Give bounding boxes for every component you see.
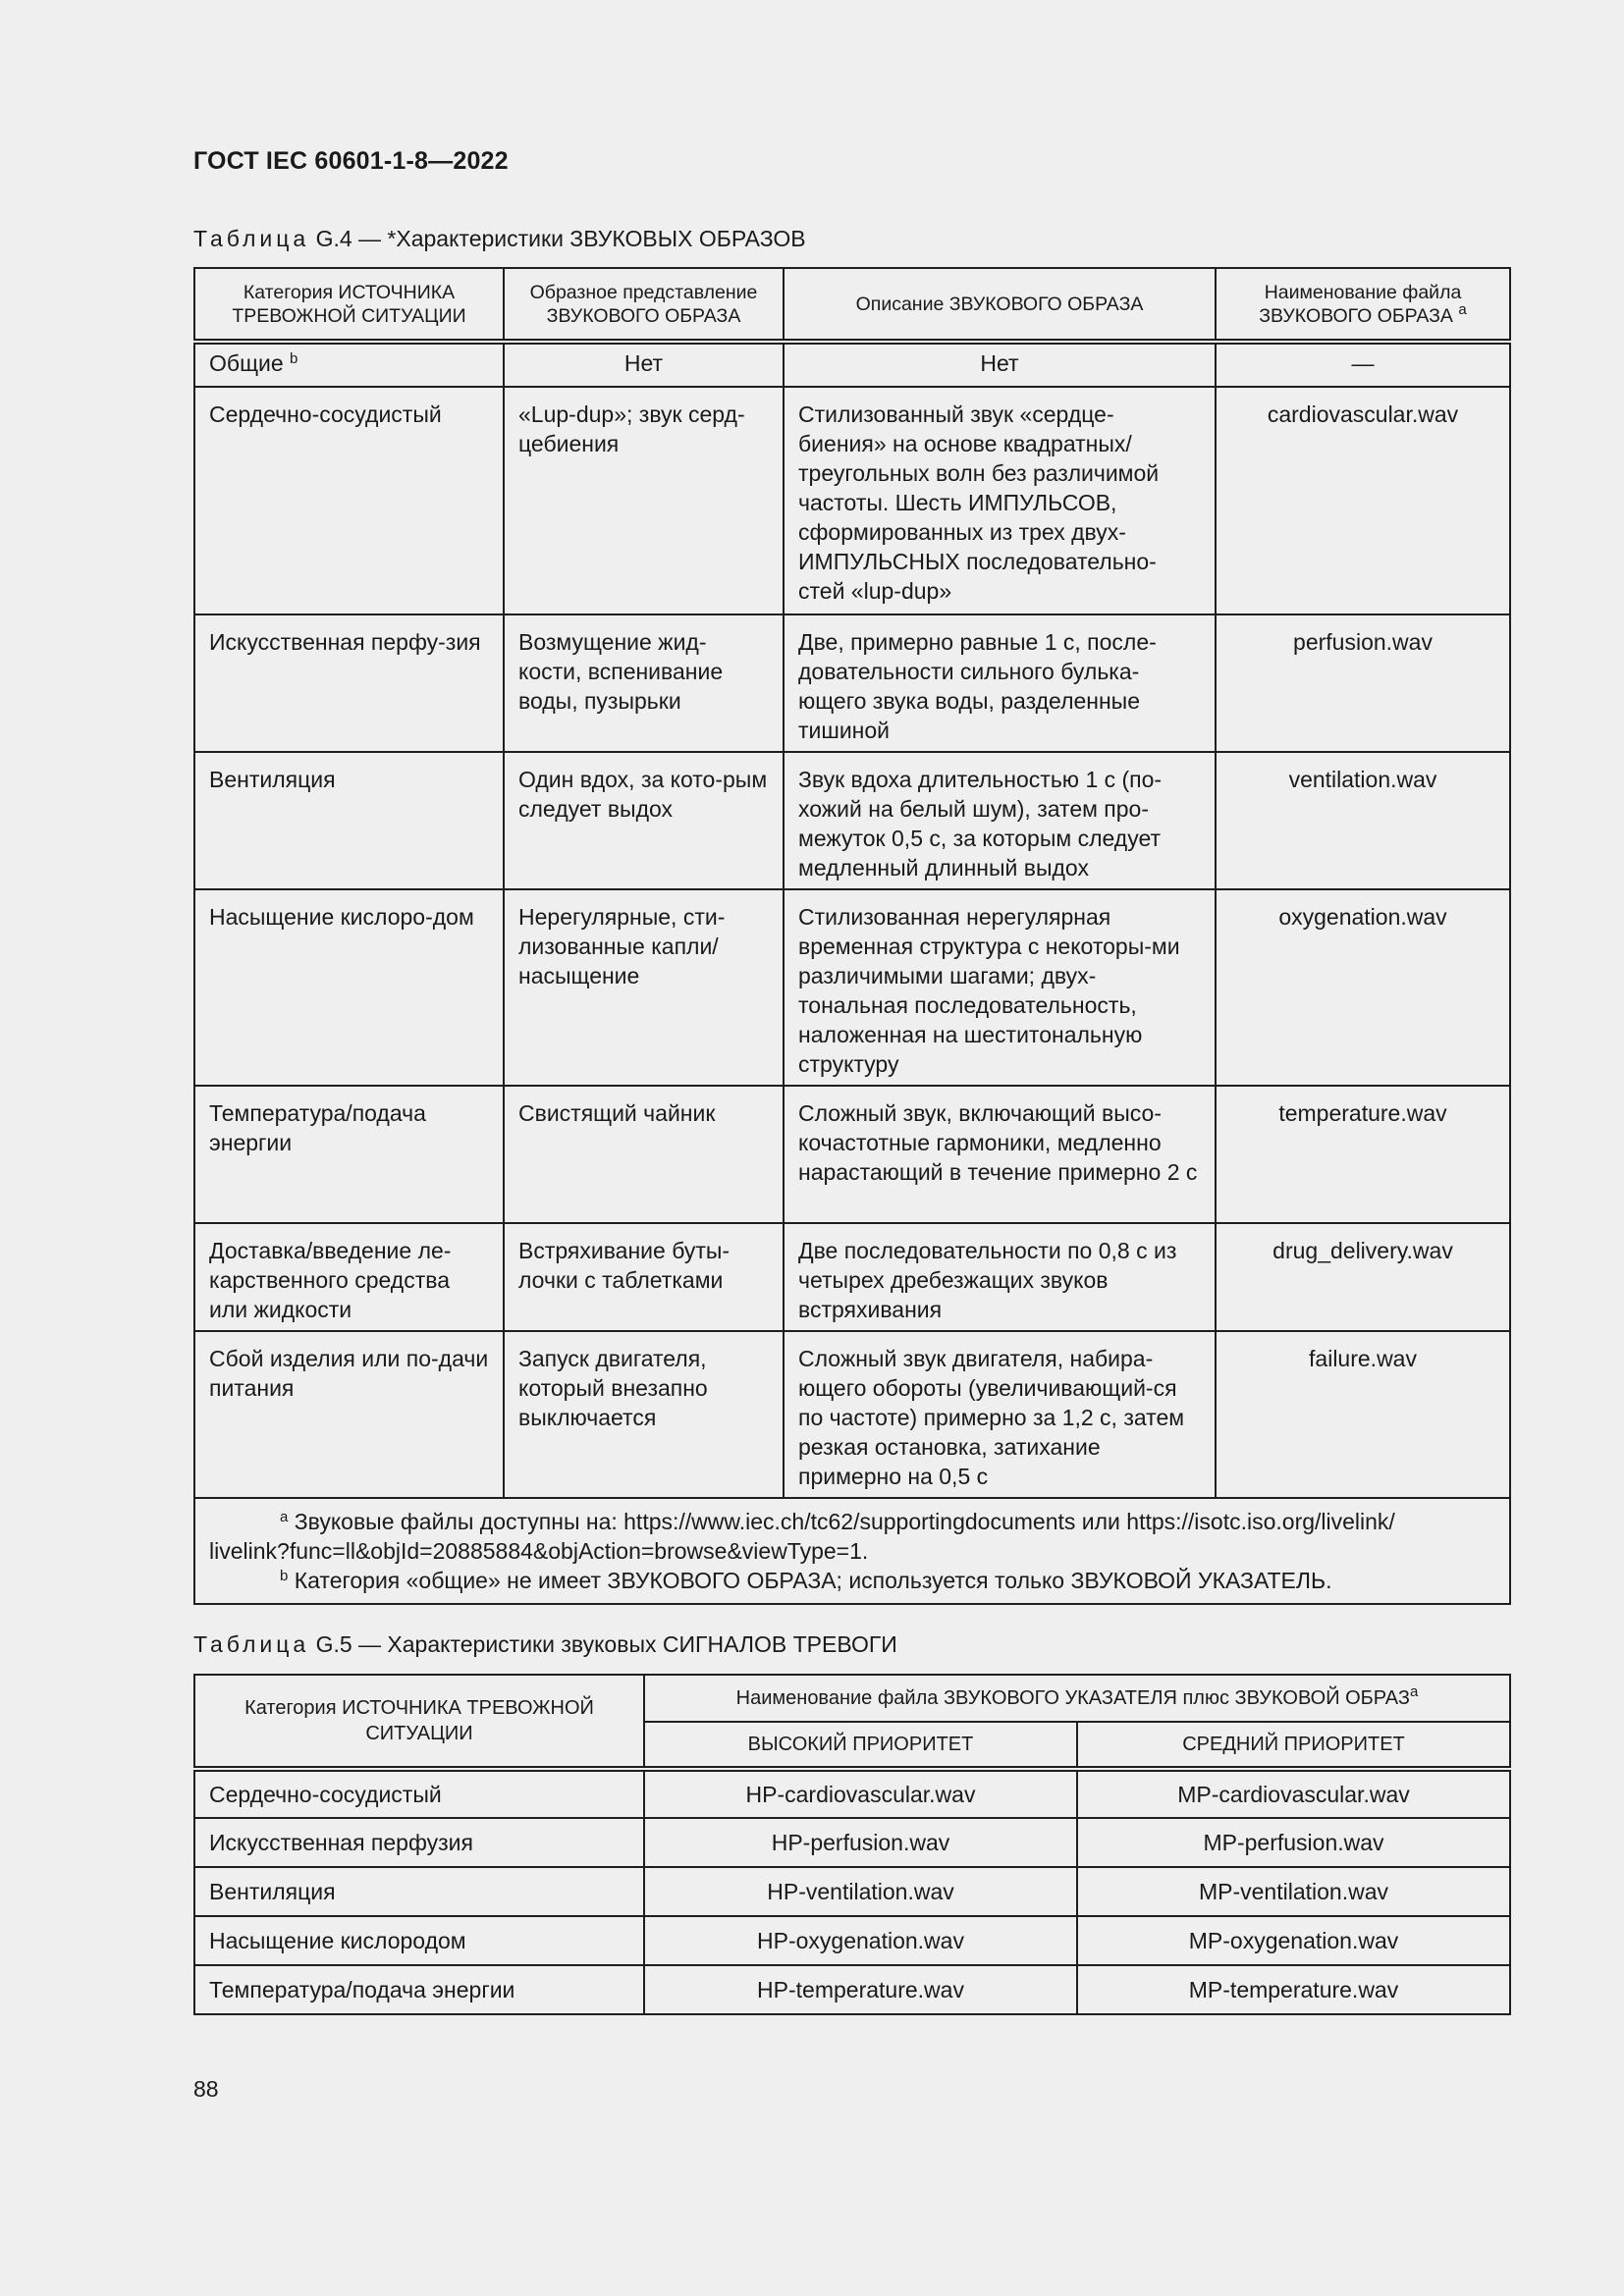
header-category: Категория ИСТОЧНИКА ТРЕВОЖНОЙ СИТУАЦИИ (194, 1675, 644, 1769)
cell-category: Температура/подача энергии (194, 1965, 644, 2014)
cell-image: Запуск двигателя, который внезапно выключается (504, 1331, 784, 1498)
cell-category: Искусственная перфузия (194, 1818, 644, 1867)
cell-image: Свистящий чайник (504, 1086, 784, 1223)
table-row (194, 1916, 1510, 1965)
footnote-ref: a (1410, 1683, 1419, 1700)
cell-category: Насыщение кислородом (194, 1916, 644, 1965)
cell-file: cardiovascular.wav (1216, 387, 1510, 614)
table-row (194, 342, 1510, 387)
cell-file: perfusion.wav (1216, 614, 1510, 752)
cell-medium: MP-ventilation.wav (1077, 1867, 1510, 1916)
cell-medium: MP-cardiovascular.wav (1077, 1769, 1510, 1818)
cell-description: Две последовательности по 0,8 с из четырех дребезжащих звуков встряхивания (784, 1223, 1216, 1331)
table-row (194, 752, 1510, 889)
cell-category: Вентиляция (194, 752, 504, 889)
document-title: ГОСТ IEC 60601-1-8—2022 (193, 147, 509, 175)
header-description: Описание ЗВУКОВОГО ОБРАЗА (784, 268, 1216, 342)
cell-category: Искусственная перфу-зия (194, 614, 504, 752)
table-g5-header-row (194, 1675, 1510, 1722)
table-g4-caption-label: Таблица (193, 226, 310, 251)
cell-high: HP-oxygenation.wav (644, 1916, 1077, 1965)
table-g5-caption-label: Таблица (193, 1631, 310, 1657)
note-b-marker: b (280, 1568, 289, 1584)
cell-file: failure.wav (1216, 1331, 1510, 1498)
note-a-line2: livelink?func=ll&objId=20885884&objAction=browse&viewType=1. (209, 1538, 869, 1564)
table-g4-caption (193, 226, 806, 252)
table-g4-header-row (194, 268, 1510, 342)
header-filename-text: Наименование файла ЗВУКОВОГО ОБРАЗА (1259, 281, 1462, 327)
cell-description: Звук вдоха длительностью 1 с (по-хожий на белый шум), затем про-межуток 0,5 с, за которым следует медленный длинный выдох (784, 752, 1216, 889)
page-number: 88 (193, 2076, 219, 2102)
table-row (194, 1223, 1510, 1331)
header-filenames (644, 1675, 1510, 1722)
cell-file: ventilation.wav (1216, 752, 1510, 889)
header-category: Категория ИСТОЧНИКА ТРЕВОЖНОЙ СИТУАЦИИ (194, 268, 504, 342)
table-notes (194, 1498, 1510, 1604)
note-a (209, 1507, 1495, 1536)
cell-image: Нет (504, 342, 784, 387)
cell-high: HP-perfusion.wav (644, 1818, 1077, 1867)
cell-file: temperature.wav (1216, 1086, 1510, 1223)
table-row (194, 1818, 1510, 1867)
cell-category: Температура/подача энергии (194, 1086, 504, 1223)
note-b-text: Категория «общие» не имеет ЗВУКОВОГО ОБРАЗА; используется только ЗВУКОВОЙ УКАЗАТЕЛЬ. (294, 1568, 1332, 1593)
cell-high: HP-ventilation.wav (644, 1867, 1077, 1916)
cell-description: Стилизованный звук «сердце-биения» на основе квадратных/треугольных волн без различимой частоты. Шесть ИМПУЛЬСОВ, сформированных из трех двух-ИМПУЛЬСНЫХ последовательно-стей «lup-dup» (784, 387, 1216, 614)
footnote-ref: a (1458, 300, 1467, 318)
table-g5 (193, 1674, 1511, 2015)
table-row (194, 1867, 1510, 1916)
table-g5-caption (193, 1631, 897, 1658)
table-row (194, 1331, 1510, 1498)
cell-category: Вентиляция (194, 1867, 644, 1916)
table-row (194, 614, 1510, 752)
cell-category: Сбой изделия или по-дачи питания (194, 1331, 504, 1498)
header-high-priority: ВЫСОКИЙ ПРИОРИТЕТ (644, 1722, 1077, 1769)
cell-file: drug_delivery.wav (1216, 1223, 1510, 1331)
cell-file: oxygenation.wav (1216, 889, 1510, 1086)
table-notes-row (194, 1498, 1510, 1604)
cell-category: Сердечно-сосудистый (194, 387, 504, 614)
cell-description: Сложный звук двигателя, набира-ющего обороты (увеличивающий-ся по частоте) примерно за 1,2 с, затем резкая остановка, затихание примерно на 0,5 с (784, 1331, 1216, 1498)
table-row (194, 889, 1510, 1086)
table-g4-caption-text: G.4 — *Характеристики ЗВУКОВЫХ ОБРАЗОВ (309, 226, 806, 251)
table-g5-caption-text: G.5 — Характеристики звуковых СИГНАЛОВ ТРЕВОГИ (309, 1631, 897, 1657)
footnote-ref: b (290, 350, 298, 367)
cell-file: — (1216, 342, 1510, 387)
header-filenames-text: Наименование файла ЗВУКОВОГО УКАЗАТЕЛЯ плюс ЗВУКОВОЙ ОБРАЗ (735, 1687, 1411, 1709)
cell-image: Нерегулярные, сти-лизованные капли/насыщение (504, 889, 784, 1086)
cell-category: Насыщение кислоро-дом (194, 889, 504, 1086)
header-medium-priority: СРЕДНИЙ ПРИОРИТЕТ (1077, 1722, 1510, 1769)
cell-medium: MP-oxygenation.wav (1077, 1916, 1510, 1965)
cell-description: Нет (784, 342, 1216, 387)
table-row (194, 1086, 1510, 1223)
cell-image: Возмущение жид-кости, вспенивание воды, пузырьки (504, 614, 784, 752)
cell-category: Сердечно-сосудистый (194, 1769, 644, 1818)
cell-high: HP-cardiovascular.wav (644, 1769, 1077, 1818)
cell-description: Стилизованная нерегулярная временная структура с некоторы-ми различимыми шагами; двух-тональная последовательность, наложенная на шеститональную структуру (784, 889, 1216, 1086)
cell-category-text: Общие (209, 350, 284, 376)
cell-image: Встряхивание буты-лочки с таблетками (504, 1223, 784, 1331)
header-filename (1216, 268, 1510, 342)
table-g4 (193, 267, 1511, 1605)
table-row (194, 1965, 1510, 2014)
table-row (194, 387, 1510, 614)
table-row (194, 1769, 1510, 1818)
cell-image: «Lup-dup»; звук серд-цебиения (504, 387, 784, 614)
cell-image: Один вдох, за кото-рым следует выдох (504, 752, 784, 889)
cell-description: Сложный звук, включающий высо-кочастотные гармоники, медленно нарастающий в течение примерно 2 с (784, 1086, 1216, 1223)
header-image: Образное представление ЗВУКОВОГО ОБРАЗА (504, 268, 784, 342)
note-b (209, 1566, 1495, 1595)
cell-medium: MP-perfusion.wav (1077, 1818, 1510, 1867)
note-a-marker: a (280, 1509, 289, 1525)
cell-description: Две, примерно равные 1 с, после-довательности сильного булька-ющего звука воды, разделенные тишиной (784, 614, 1216, 752)
cell-high: HP-temperature.wav (644, 1965, 1077, 2014)
note-a-line1: Звуковые файлы доступны на: https://www.iec.ch/tc62/supportingdocuments или https://isotc.iso.org/livelink/ (294, 1509, 1395, 1534)
cell-category (194, 342, 504, 387)
cell-medium: MP-temperature.wav (1077, 1965, 1510, 2014)
cell-category: Доставка/введение ле-карственного средства или жидкости (194, 1223, 504, 1331)
